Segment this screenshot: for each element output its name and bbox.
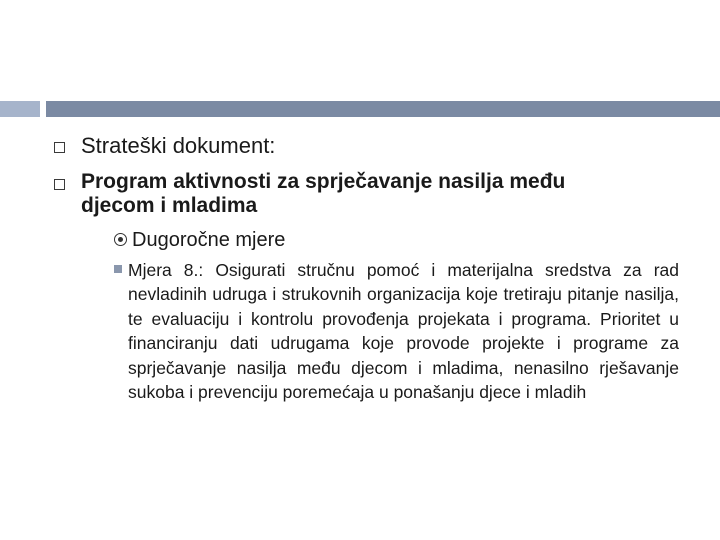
program-line-1: Program aktivnosti za sprječavanje nasilja među: [81, 170, 566, 193]
bullet-strateski-dokument: Strateški dokument:: [81, 133, 276, 158]
program-line-2: djecom i mladima: [81, 194, 258, 217]
square-bullet-icon: [54, 142, 65, 153]
bullet-program-aktivnosti: [81, 170, 565, 218]
header-bar-right: [46, 101, 720, 117]
bullet-dugorocne-mjere: Dugoročne mjere: [132, 229, 286, 251]
header-bar-left: [0, 101, 40, 117]
square-bullet-icon: [54, 179, 65, 190]
circle-dot-bullet-icon: [114, 233, 127, 246]
bullet-mjera-8: Mjera 8.: Osigurati stručnu pomoć i materijalna sredstva za rad nevladinih udruga i strukovnih organizacija koje tretiraju pitanje nasilja, te evaluaciju i kontrolu provođenja projekata i programa. Prioritet u financiranju dati udrugama koje provode projekte i programe za sprječavanje nasilja među djecom i mladima, nenasilno rješavanje sukoba i prevenciju poremećaja u ponašanju djece i mladih: [128, 260, 679, 403]
filled-square-bullet-icon: [114, 265, 122, 273]
